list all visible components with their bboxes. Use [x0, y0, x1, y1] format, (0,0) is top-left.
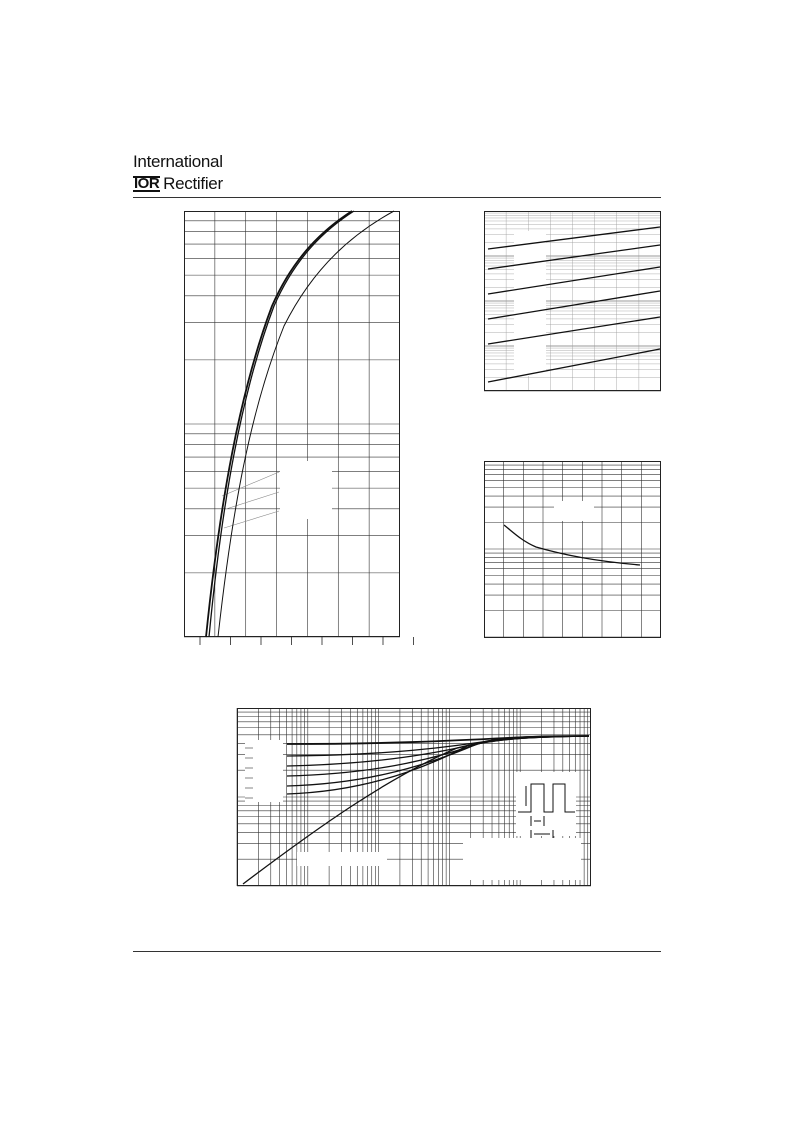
figure-c-chart — [484, 461, 661, 638]
figure-d-chart — [237, 708, 591, 886]
logo-word-rectifier: Rectifier — [163, 174, 223, 193]
figure-c-frame — [485, 462, 661, 638]
logo-mark-ior: IOR — [134, 175, 160, 192]
figure-b-curve-2 — [488, 245, 660, 269]
figure-c-curve — [504, 525, 640, 565]
figure-c-grid — [484, 461, 661, 638]
figure-d-legend-strip — [245, 740, 283, 802]
figure-d-curve-6 — [287, 736, 589, 756]
figure-a-x-ticks — [200, 637, 414, 645]
figure-d-note-box-2 — [463, 838, 581, 880]
figure-d-inset-area — [516, 772, 576, 836]
figure-b-label-strip — [514, 231, 546, 376]
logo-line-international: International — [133, 152, 223, 171]
figure-b-chart — [484, 211, 661, 391]
figure-b-curve-5 — [488, 317, 660, 344]
figure-c-label-box — [554, 501, 594, 521]
figure-d-note-box-1 — [297, 852, 387, 866]
figure-b-curve-4 — [488, 291, 660, 319]
logo-line-rectifier — [133, 174, 223, 194]
figure-b-curve-3 — [488, 267, 660, 294]
figure-a-legend-box — [280, 461, 332, 519]
header-rule — [133, 197, 661, 198]
figure-a-leader-3 — [224, 511, 279, 528]
figure-b-curve-6 — [488, 349, 660, 382]
figure-a-leader-2 — [226, 492, 279, 509]
figure-a-chart — [184, 211, 400, 651]
figure-d-curve-7 — [287, 736, 589, 744]
figure-b-curve-1 — [488, 227, 660, 249]
footer-rule — [133, 951, 661, 952]
